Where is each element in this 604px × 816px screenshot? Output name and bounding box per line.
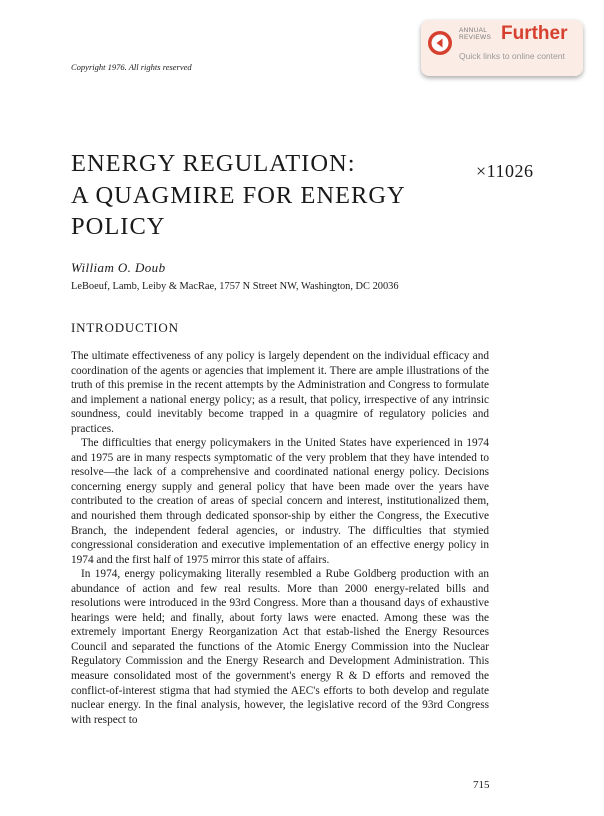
section-heading: INTRODUCTION: [71, 320, 179, 335]
article-code: ×11026: [476, 161, 534, 181]
article-body: [71, 349, 489, 727]
further-links-badge[interactable]: [421, 20, 583, 76]
further-label: Further: [501, 23, 568, 44]
body-paragraph: The difficulties that energy policymakers in the United States have experienced in 1974 and 1975 are in many respects symptomatic of the very problem that they have intended to resolve—the lack of a comprehensive and coordinated national energy policy. Decisions concerning energy supply and general policy that have been made over the years have contributed to the creation of areas of special concern and interest, institutionalized them, and nourished them through dedicated sponsor-ship by either the Congress, the Executive Branch, the independent federal agencies, or industry. The difficulties that stymied congressional consideration and executive implementation of an effective energy policy in 1974 and the first half of 1975 mirror this state of affairs.: [71, 437, 489, 566]
article-title: [71, 148, 406, 243]
play-arrow-icon: [427, 30, 453, 56]
title-line: ENERGY REGULATION:: [71, 150, 356, 177]
annual-reviews-label: ANNUAL REVIEWS: [459, 27, 492, 41]
body-paragraph: In 1974, energy policymaking literally resembled a Rube Goldberg production with an abundance of action and few real results. More than 2000 energy-related bills and resolutions were introduced in the 93rd Congress. More than a thousand days of exhaustive hearings were held; and finally, about forty laws were enacted. Among these was the extremely important Energy Reorganization Act that estab-lished the Energy Resources Council and separated the functions of the Atomic Energy Commission into the Nuclear Regulatory Commission and the Energy Research and Development Administration. This measure consolidated most of the government's energy R & D efforts and removed the conflict-of-interest stigma that had stymied the AEC's efforts to both develop and regulate nuclear energy. In the final analysis, however, the legislative record of the 93rd Congress with respect to: [71, 568, 489, 726]
title-line: A QUAGMIRE FOR ENERGY: [71, 181, 406, 209]
further-tagline: Quick links to online content: [459, 51, 565, 61]
body-paragraph: The ultimate effectiveness of any policy is largely dependent on the individual efficacy and coordination of the agents or agencies that implement it. There are ample illustrations of the truth of this premise in the recent attempts by the Administration and Congress to formulate and implement a national energy policy; as a result, that policy, irrespective of any intrinsic soundness, could inevitably become trapped in a quagmire of regulatory policies and practices.: [71, 350, 489, 435]
title-line: POLICY: [71, 213, 166, 240]
copyright-notice: Copyright 1976. All rights reserved: [71, 62, 192, 72]
page-number: 715: [473, 779, 490, 791]
author-affiliation: LeBoeuf, Lamb, Leiby & MacRae, 1757 N Street NW, Washington, DC 20036: [71, 281, 399, 292]
author-name: William O. Doub: [71, 260, 166, 275]
